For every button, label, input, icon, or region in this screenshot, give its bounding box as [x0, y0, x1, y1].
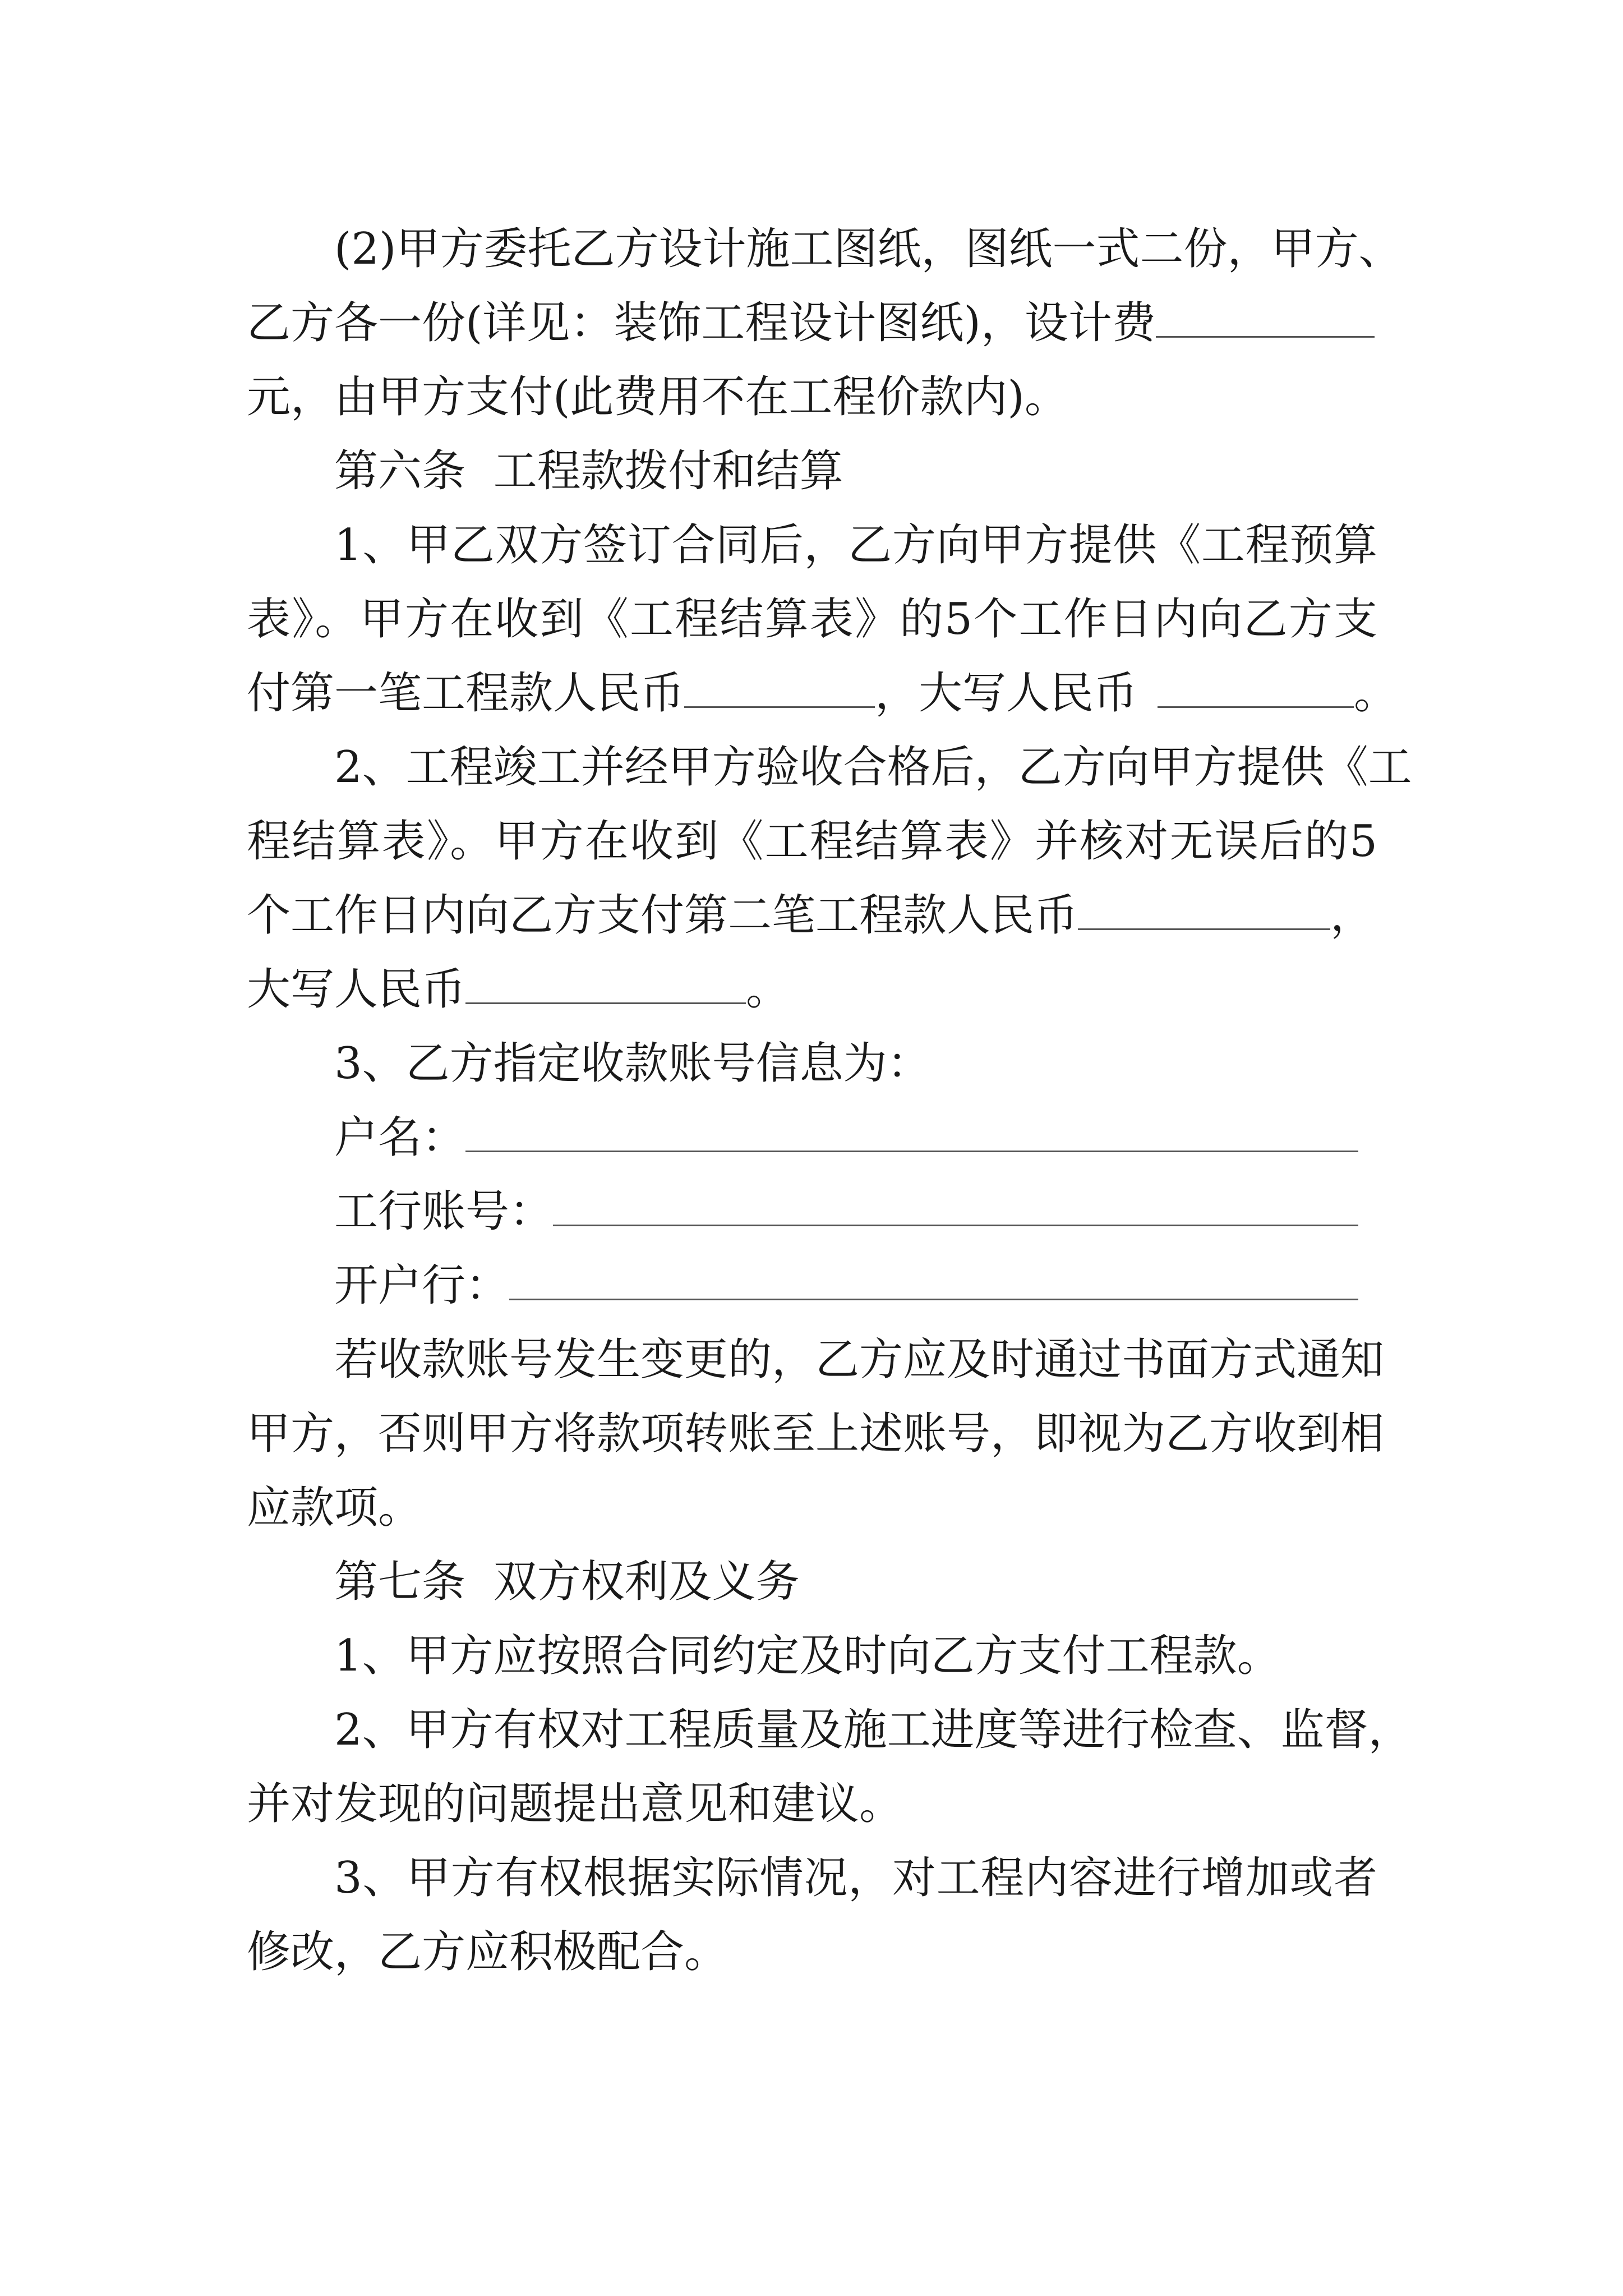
account-name-line: 户名： [334, 1110, 1358, 1166]
clause-6-1-line-2: 表》。甲方在收到《工程结算表》的5个工作日内向乙方支 [247, 594, 1377, 645]
first-payment-uppercase-blank[interactable] [1158, 669, 1354, 708]
clause-5-2-line-1: (2)甲方委托乙方设计施工图纸，图纸一式二份，甲方、 [334, 224, 1403, 274]
clause-7-1: 1、甲方应按照合同约定及时向乙方支付工程款。 [334, 1631, 1281, 1681]
design-fee-blank[interactable] [1156, 299, 1375, 338]
bank-branch-line: 开户行： [334, 1258, 1358, 1314]
clause-6-2-line-4: 大写人民币 。 [247, 964, 790, 1015]
article-6-heading: 第六条 工程款拨付和结算 [334, 446, 843, 496]
first-payment-blank[interactable] [684, 669, 875, 708]
clause-7-2-line-1: 2、甲方有权对工程质量及施工进度等进行检查、监督， [334, 1705, 1412, 1755]
clause-7-3-line-2: 修改，乙方应积极配合。 [247, 1927, 728, 1977]
bank-branch-field[interactable] [509, 1262, 1358, 1300]
clause-6-1-line-3: 付第一笔工程款人民币 ，大写人民币 。 [247, 668, 1398, 719]
clause-6-1-line-1: 1、甲乙双方签订合同后，乙方向甲方提供《工程预算 [334, 520, 1377, 570]
clause-6-2-line-2: 程结算表》。甲方在收到《工程结算表》并核对无误后的5 [247, 816, 1377, 867]
clause-6-3: 3、乙方指定收款账号信息为： [334, 1038, 931, 1089]
account-name-field[interactable] [465, 1114, 1358, 1152]
account-change-line-2: 甲方，否则甲方将款项转账至上述账号，即视为乙方收到相 [247, 1409, 1385, 1459]
account-change-line-3: 应款项。 [247, 1483, 422, 1533]
clause-6-2-line-3: 个工作日内向乙方支付第二笔工程款人民币 ， [247, 890, 1375, 941]
clause-5-2-line-2: 乙方各一份(详见：装饰工程设计图纸)，设计费 [247, 295, 1375, 351]
account-number-line: 工行账号： [334, 1184, 1358, 1240]
clause-5-2-line-3: 元，由甲方支付(此费用不在工程价款内)。 [247, 372, 1068, 422]
account-number-field[interactable] [553, 1188, 1358, 1226]
clause-7-2-line-2: 并对发现的问题提出意见和建议。 [247, 1779, 903, 1829]
second-payment-uppercase-blank[interactable] [465, 965, 746, 1004]
account-change-line-1: 若收款账号发生变更的，乙方应及时通过书面方式通知 [334, 1335, 1385, 1385]
second-payment-blank[interactable] [1078, 891, 1330, 930]
clause-7-3-line-1: 3、甲方有权根据实际情况，对工程内容进行增加或者 [334, 1853, 1377, 1903]
article-7-heading: 第七条 双方权利及义务 [334, 1557, 800, 1607]
clause-6-2-line-1: 2、工程竣工并经甲方验收合格后，乙方向甲方提供《工 [334, 742, 1412, 793]
